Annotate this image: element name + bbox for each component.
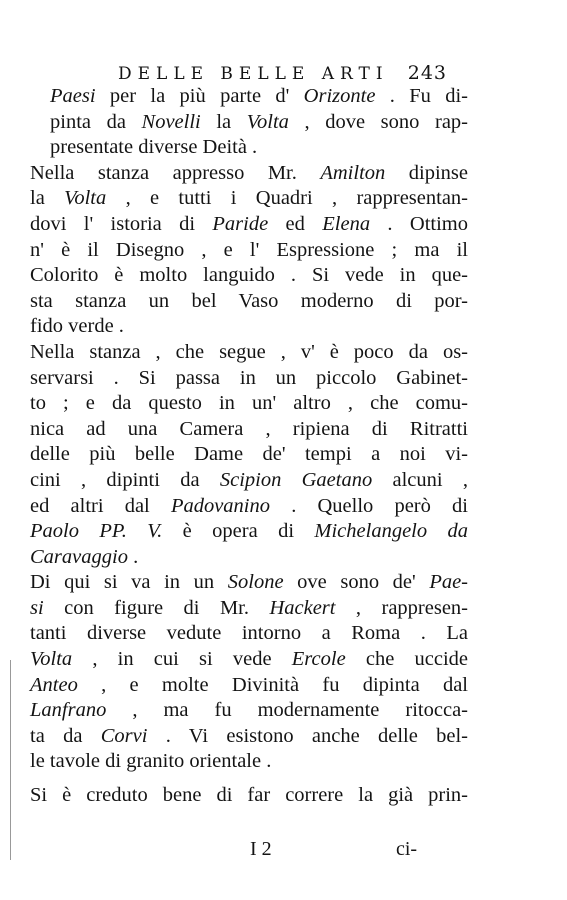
text-run: . Fu di- <box>375 85 468 107</box>
text-line <box>30 596 468 622</box>
text-run: ta da <box>30 724 101 747</box>
text-line <box>30 749 468 775</box>
text-run: ove sono de' <box>283 571 430 594</box>
text-line <box>30 417 468 443</box>
text-line <box>30 724 468 750</box>
italic-name: Paolo PP. V. <box>30 520 163 543</box>
italic-name: Pae- <box>429 571 469 594</box>
paragraph <box>30 340 468 570</box>
text-line <box>30 494 469 520</box>
italic-name: Volta <box>30 648 73 671</box>
italic-name: Paride <box>212 212 269 235</box>
text-run: dipinse <box>385 161 468 184</box>
text-line <box>30 783 468 809</box>
text-run: , e tutti i Quadri , rappresentan- <box>106 187 468 210</box>
page-number: 243 <box>407 62 447 84</box>
italic-name: Volta <box>246 110 289 133</box>
text-run: , in cui si vede <box>72 648 292 671</box>
italic-name: Lanfrano <box>30 699 107 722</box>
text-line <box>50 84 468 110</box>
text-run: n' è il Disegno , e l' Espressione ; ma il <box>30 238 468 261</box>
text-run: , rappresen- <box>335 596 468 619</box>
italic-name: Padovanino <box>170 494 271 517</box>
text-line <box>30 570 469 596</box>
text-run: , dove sono rap- <box>288 110 468 133</box>
text-run: con figure di Mr. <box>43 596 270 619</box>
text-run: tanti diverse vedute intorno a Roma . La <box>30 622 468 645</box>
text-line <box>30 468 469 494</box>
text-line <box>30 519 469 545</box>
text-line <box>30 263 468 289</box>
text-run: fido verde . <box>30 315 124 338</box>
text-line <box>30 212 468 238</box>
text-line <box>30 340 468 366</box>
text-run: servarsi . Si passa in un piccolo Gabinet- <box>30 366 468 389</box>
text-line <box>30 161 468 187</box>
text-run: la <box>30 187 65 210</box>
italic-name: Novelli <box>141 110 201 133</box>
running-title: DELLE BELLE ARTI <box>118 64 389 84</box>
running-header <box>118 62 447 84</box>
text-run: alcuni , <box>372 468 469 491</box>
text-line <box>30 647 468 673</box>
italic-name: Volta <box>64 187 107 210</box>
text-line <box>30 289 468 315</box>
text-run: Di qui si va in un <box>30 571 228 594</box>
text-run: ed <box>268 212 323 235</box>
text-line <box>30 545 468 571</box>
text-run: sta stanza un bel Vaso moderno di por- <box>30 289 468 312</box>
signature-mark: I 2 <box>250 838 272 860</box>
text-line <box>50 110 468 136</box>
text-run: Nella stanza , che segue , v' è poco da os- <box>30 340 468 363</box>
text-run: pinta da <box>50 110 142 133</box>
body-text <box>30 84 468 809</box>
italic-name: Anteo <box>30 673 78 696</box>
text-line <box>50 135 468 161</box>
paragraph <box>30 161 468 340</box>
text-run: . Ottimo <box>370 212 468 235</box>
text-line <box>30 442 468 468</box>
text-line <box>30 391 468 417</box>
text-line <box>30 186 468 212</box>
italic-name: Elena <box>322 212 371 235</box>
italic-name: Hackert <box>269 596 336 619</box>
text-run: nica ad una Camera , ripiena di Ritratti <box>30 417 468 440</box>
italic-name: si <box>30 596 44 619</box>
text-run: dovi l' istoria di <box>30 212 213 235</box>
text-line <box>30 366 468 392</box>
paragraph <box>30 570 468 775</box>
italic-name: Scipion Gaetano <box>219 468 373 491</box>
text-line <box>30 314 468 340</box>
italic-name: Amilton <box>320 161 386 184</box>
text-run: cini , dipinti da <box>30 468 220 491</box>
text-run: . Quello però di <box>270 494 469 517</box>
text-run: to ; e da questo in un' altro , che comu- <box>30 392 468 415</box>
text-line <box>30 621 468 647</box>
text-run: per la più parte d' <box>95 85 304 107</box>
text-run: Si è creduto bene di far correre la già prin- <box>30 784 468 807</box>
text-run: . <box>127 545 139 568</box>
text-run: Nella stanza appresso Mr. <box>30 161 321 184</box>
text-line <box>30 238 468 264</box>
text-run: delle più belle Dame de' tempi a noi vi- <box>30 443 468 466</box>
italic-name: Corvi <box>100 724 148 747</box>
italic-name: Paesi <box>50 85 96 107</box>
text-run: è opera di <box>162 520 315 543</box>
text-run: , ma fu modernamente ritocca- <box>106 699 468 722</box>
text-run: che uccide <box>345 648 468 671</box>
text-line <box>30 698 468 724</box>
text-run: le tavole di granito orientale . <box>30 750 272 773</box>
catchword: ci- <box>396 838 418 860</box>
paragraph <box>30 84 468 161</box>
paragraph <box>30 783 468 809</box>
text-run: la <box>200 110 247 133</box>
page-edge-shadow <box>10 660 11 860</box>
text-run: ed altri dal <box>30 494 171 517</box>
italic-name: Ercole <box>291 648 346 671</box>
italic-name: Orizonte <box>303 85 376 107</box>
text-run: presentate diverse Deità . <box>50 136 258 159</box>
italic-name: Caravaggio <box>30 545 128 568</box>
text-line <box>30 673 468 699</box>
text-run: . Vi esistono anche delle bel- <box>147 724 468 747</box>
italic-name: Solone <box>227 571 284 594</box>
text-run: Colorito è molto languido . Si vede in que- <box>30 264 468 287</box>
text-run: , e molte Divinità fu dipinta dal <box>77 673 468 696</box>
italic-name: Michelangelo da <box>314 520 469 543</box>
